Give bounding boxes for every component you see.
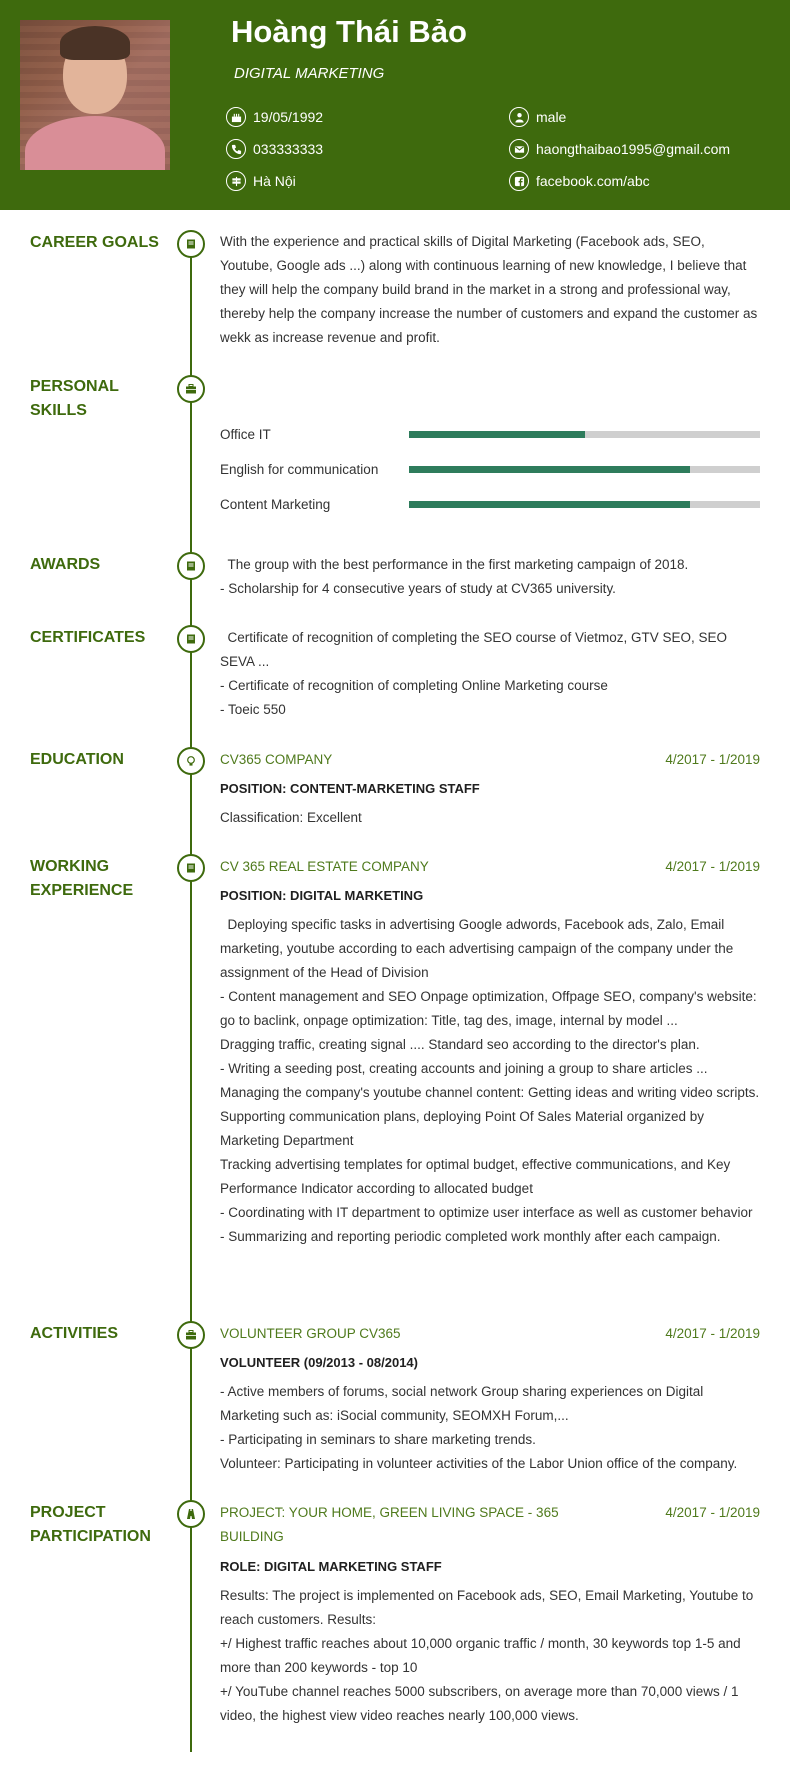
section-title-education: EDUCATION [30, 751, 124, 768]
work-org: CV 365 REAL ESTATE COMPANY [220, 859, 429, 874]
project-date: 4/2017 - 1/2019 [665, 1505, 760, 1520]
work-position: POSITION: DIGITAL MARKETING [220, 888, 424, 903]
lightbulb-icon [177, 747, 205, 775]
certificate-item: Certificate of recognition of completing the SEO course of Vietmoz, GTV SEO, SEO SEVA ... [220, 630, 731, 669]
briefcase-icon [177, 1321, 205, 1349]
cake-icon [226, 107, 246, 127]
project-line: +/ YouTube channel reaches 5000 subscribers, on average more than 70,000 views / 1 video, the highest view video reaches nearly 100,000 views. [220, 1684, 739, 1723]
skill-bar [409, 431, 760, 438]
career-goals-text: With the experience and practical skills of Digital Marketing (Facebook ads, SEO, Youtube, Google ads ...) along with continuous learning of new knowledge, I believe that they will help the company build brand in the market in a strong and professional way, thereby help the company increase the number of customers and expand the customer as wekk as increase revenue and profit. [220, 234, 758, 345]
book-icon [177, 854, 205, 882]
activity-line: - Participating in seminars to share marketing trends. [220, 1432, 536, 1447]
person-icon [509, 107, 529, 127]
education-date: 4/2017 - 1/2019 [665, 752, 760, 767]
skill-name: Office IT [220, 427, 271, 442]
phone-icon [226, 139, 246, 159]
section-title-line: SKILLS [30, 402, 87, 419]
section-title-line: EXPERIENCE [30, 882, 134, 899]
header [0, 0, 790, 210]
section-title-personal-skills [30, 375, 170, 423]
skill-bar-fill [409, 501, 690, 508]
section-title-line: WORKING [30, 858, 110, 875]
section-title-line: PROJECT [30, 1504, 106, 1521]
activities-org: VOLUNTEER GROUP CV365 [220, 1326, 401, 1341]
candidate-name: Hoàng Thái Bảo [231, 14, 467, 49]
activity-line: - Active members of forums, social network Group sharing experiences on Digital Marketing such as: iSocial community, SEOMXH Forum,... [220, 1384, 704, 1423]
activity-line: Volunteer: Participating in volunteer activities of the Labor Union office of the company. [220, 1456, 738, 1471]
signpost-icon [226, 171, 246, 191]
section-title-project [30, 1501, 170, 1549]
certificate-item: - Certificate of recognition of completing Online Marketing course [220, 678, 608, 693]
award-item: - Scholarship for 4 consecutive years of study at CV365 university. [220, 581, 616, 596]
birthday-info [226, 107, 323, 127]
section-title-career-goals: CAREER GOALS [30, 234, 159, 251]
section-title-certificates: CERTIFICATES [30, 629, 146, 646]
book-icon [177, 552, 205, 580]
section-title-activities: ACTIVITIES [30, 1325, 119, 1342]
work-line: Dragging traffic, creating signal .... Standard seo according to the director's plan. [220, 1037, 700, 1052]
skill-bar-fill [409, 466, 690, 473]
book-icon [177, 625, 205, 653]
section-title-awards: AWARDS [30, 556, 101, 573]
phone-info [226, 139, 323, 159]
email-icon [509, 139, 529, 159]
skill-bar [409, 466, 760, 473]
section-title-line: PARTICIPATION [30, 1528, 151, 1545]
activities-description [220, 1380, 760, 1476]
education-text: Classification: Excellent [220, 810, 362, 825]
work-line: - Writing a seeding post, creating accounts and joining a group to share articles ... [220, 1061, 708, 1076]
address-info [226, 171, 296, 191]
address-value: Hà Nội [253, 173, 296, 189]
job-title: DIGITAL MARKETING [234, 65, 385, 82]
briefcase-icon [177, 375, 205, 403]
activities-position: VOLUNTEER (09/2013 - 08/2014) [220, 1355, 418, 1370]
road-icon [177, 1500, 205, 1528]
education-position: POSITION: CONTENT-MARKETING STAFF [220, 781, 480, 796]
birthday-value: 19/05/1992 [253, 109, 324, 125]
certificates-list [220, 626, 760, 722]
skill-name: Content Marketing [220, 497, 331, 512]
section-title-line: PERSONAL [30, 378, 119, 395]
work-description [220, 913, 760, 1249]
facebook-info [509, 171, 650, 191]
facebook-link[interactable]: facebook.com/abc [536, 173, 650, 189]
book-icon [177, 230, 205, 258]
project-description [220, 1584, 760, 1728]
award-item: The group with the best performance in the first marketing campaign of 2018. [220, 557, 689, 572]
skill-bar-fill [409, 431, 585, 438]
section-title-working-experience [30, 855, 170, 903]
education-org: CV365 COMPANY [220, 752, 333, 767]
work-line: - Content management and SEO Onpage optimization, Offpage SEO, company's website: go to baclink, onpage optimization: Title, tag des, image, internal by model ... [220, 989, 757, 1028]
project-line: Results: The project is implemented on Facebook ads, SEO, Email Marketing, Youtube to reach customers. Results: [220, 1588, 754, 1627]
project-line: +/ Highest traffic reaches about 10,000 organic traffic / month, 30 keywords top 1-5 and more than 200 keywords - top 10 [220, 1636, 741, 1675]
awards-list [220, 553, 760, 601]
gender-value: male [536, 109, 567, 125]
facebook-icon [509, 171, 529, 191]
work-line: Deploying specific tasks in advertising Google adwords, Facebook ads, Zalo, Email marketing, youtube according to each advertising campaign of the company under the assignment of the Head of Division [220, 917, 738, 980]
work-line: - Coordinating with IT department to optimize user interface as well as customer behavior [220, 1205, 753, 1220]
project-org-line: BUILDING [220, 1529, 284, 1544]
work-line: Tracking advertising templates for optimal budget, effective communications, and Key Performance Indicator according to allocated budget [220, 1157, 731, 1196]
gender-info [509, 107, 566, 127]
work-date: 4/2017 - 1/2019 [665, 859, 760, 874]
work-line: Supporting communication plans, deploying Point Of Sales Material organized by Marketing Department [220, 1109, 705, 1148]
activities-date: 4/2017 - 1/2019 [665, 1326, 760, 1341]
project-org-line: PROJECT: YOUR HOME, GREEN LIVING SPACE - 365 [220, 1505, 559, 1520]
phone-link[interactable]: 033333333 [253, 141, 324, 157]
work-line: Managing the company's youtube channel content: Getting ideas and writing video scripts. [220, 1085, 760, 1100]
email-info [509, 139, 730, 159]
skill-name: English for communication [220, 462, 379, 477]
certificate-item: - Toeic 550 [220, 702, 286, 717]
skill-bar [409, 501, 760, 508]
profile-photo [20, 20, 170, 170]
work-line: - Summarizing and reporting periodic completed work monthly after each campaign. [220, 1229, 721, 1244]
email-link[interactable]: haongthaibao1995@gmail.com [536, 141, 731, 157]
project-org [220, 1501, 560, 1549]
project-role: ROLE: DIGITAL MARKETING STAFF [220, 1559, 442, 1574]
